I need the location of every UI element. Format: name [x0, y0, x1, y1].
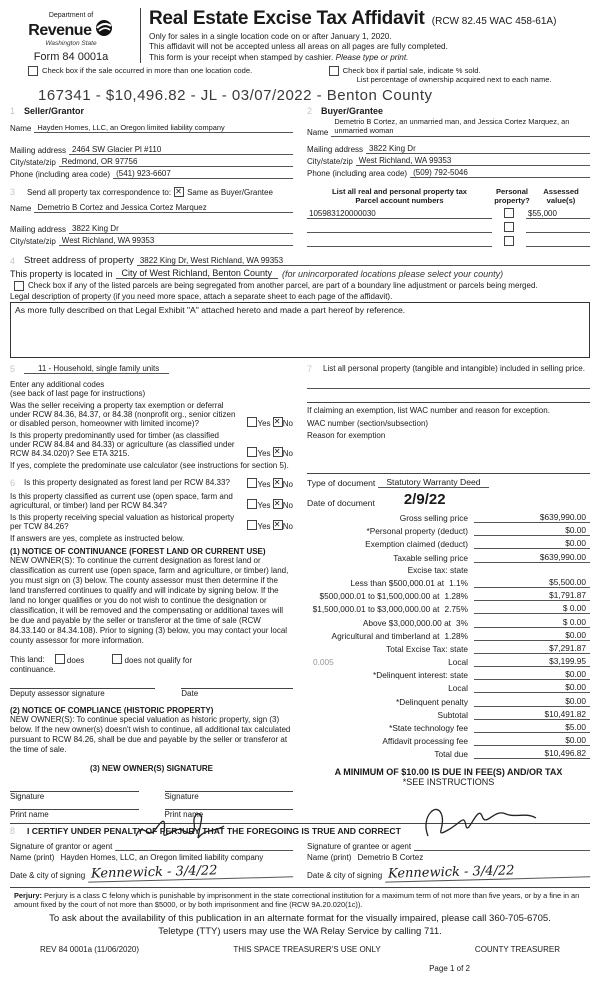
grantor-date-city-field[interactable]: Kennewick - 3/4/22 — [88, 861, 293, 882]
tax-row — [307, 617, 590, 628]
type-of-document-label: Type of document — [307, 478, 376, 488]
personal-property-list-label: List all personal property (tangible and intangible) included in selling price. — [323, 364, 585, 373]
reason-exemption-label: Reason for exemption — [307, 431, 386, 440]
footer-treasurer-space: THIS SPACE TREASURER'S USE ONLY — [233, 944, 381, 954]
tax-row-label: Above $3,000,000.00 at — [362, 617, 451, 628]
assessed-value-field[interactable] — [526, 237, 590, 247]
multi-location-label: Check box if the sale occurred in more than one location code. — [42, 66, 253, 75]
tax-row-label: Taxable selling price — [393, 552, 468, 563]
tax-row-value: $ 0.00 — [474, 617, 590, 628]
current-use-question: Is this property classified as current use (open space, farm and agricultural, or timber) land per RCW 84.34? — [10, 492, 233, 510]
tax-row — [307, 603, 590, 614]
personal-property-checkbox[interactable] — [504, 208, 514, 218]
corr-name-label: Name — [10, 204, 32, 213]
additional-codes-label: Enter any additional codes — [10, 380, 105, 389]
tax-row — [307, 682, 590, 693]
grantor-name-print: Hayden Homes, LLC, an Oregon limited liability company — [60, 853, 264, 862]
tax-row — [307, 748, 590, 759]
seller-mailing-label: Mailing address — [10, 146, 67, 155]
legal-description-label: Legal description of property (if you need more space, attach a separate sheet to each page of the affidavit). — [10, 292, 393, 301]
buyer-mailing-label: Mailing address — [307, 144, 364, 154]
tax-row-label: Subtotal — [437, 709, 468, 720]
land-does-not-checkbox[interactable] — [112, 654, 122, 664]
parcel-row — [307, 222, 590, 233]
predominate-use-note: If yes, complete the predominate use calculator (see instructions for section 5). — [10, 461, 289, 470]
grantee-date-city-label: Date & city of signing — [307, 871, 383, 880]
tax-row-value: $639,990.00 — [474, 552, 590, 563]
tax-row-value: $10,496.82 — [474, 748, 590, 759]
page-title: Real Estate Excise Tax Affidavit — [149, 8, 425, 29]
parcel-number-field[interactable] — [307, 237, 492, 247]
seller-city-field[interactable]: Redmond, OR 97756 — [59, 157, 293, 167]
print-name-label: Print name — [10, 810, 49, 819]
seller-name-label: Name — [10, 124, 32, 133]
section-3-number: 3 — [10, 187, 16, 197]
grantee-sig-label: Signature of grantee or agent — [307, 842, 412, 851]
section-7-number: 7 — [307, 364, 313, 374]
tax-row-label: *Personal property (deduct) — [366, 526, 468, 537]
corr-name-field[interactable]: Demetrio B Cortez and Jessica Cortez Marquez — [34, 203, 293, 213]
tax-row — [307, 643, 590, 654]
multi-location-checkbox[interactable] — [28, 66, 38, 76]
partial-sale-label: Check box if partial sale, indicate % sold. — [342, 66, 481, 75]
additional-codes-note: (see back of last page for instructions) — [10, 389, 146, 398]
buyer-city-field[interactable]: West Richland, WA 99353 — [356, 156, 590, 166]
tax-row-label: Total Excise Tax: state — [386, 643, 468, 654]
tax-row — [307, 735, 590, 746]
tax-row — [307, 565, 590, 575]
tax-row-value: $0.00 — [474, 669, 590, 680]
tax-row-value: $639,990.00 — [474, 512, 590, 523]
tax-row — [307, 709, 590, 720]
tax-row — [307, 590, 590, 601]
percentage-label: List percentage of ownership acquired next to each name. — [356, 75, 552, 84]
forest-yes-checkbox[interactable] — [247, 478, 257, 488]
corr-mailing-label: Mailing address — [10, 225, 67, 234]
parcel-row — [307, 208, 590, 219]
located-in-note: (for unincorporated locations please select your county) — [281, 269, 504, 279]
street-address-field[interactable]: 3822 King Dr, West Richland, WA 99353 — [137, 256, 590, 266]
footer-row — [10, 945, 590, 954]
tax-row-label: $1,500,000.01 to $3,000,000.00 at — [312, 604, 440, 615]
correspondence-label: Send all property tax correspondence to: — [27, 187, 172, 197]
legal-description-text: As more fully described on that Legal Exhibit "A" attached hereto and made a part hereof by reference. — [15, 305, 406, 315]
land-does-checkbox[interactable] — [55, 654, 65, 664]
exemption-no-checkbox[interactable] — [273, 417, 283, 427]
deputy-assessor-label: Deputy assessor signature — [10, 689, 105, 698]
print-name-label: Print name — [164, 810, 204, 819]
tax-row — [307, 696, 590, 707]
forest-no-checkbox[interactable] — [273, 478, 283, 488]
tax-row — [307, 525, 590, 536]
historic-no-checkbox[interactable] — [273, 520, 283, 530]
tax-row-value: $3,199.95 — [474, 656, 590, 667]
certify-statement: I CERTIFY UNDER PENALTY OF PERJURY THAT THE FOREGOING IS TRUE AND CORRECT — [27, 826, 401, 836]
tax-row-value: $0.00 — [474, 682, 590, 693]
located-in-label: This property is located in — [10, 269, 113, 279]
tax-row-label: Total due — [434, 749, 468, 760]
tax-row — [307, 630, 590, 641]
tax-rate: 1.28% — [444, 630, 468, 641]
grantee-name-print-label: Name (print) — [307, 853, 352, 862]
grantor-name-print-label: Name (print) — [10, 853, 55, 862]
forest-land-question: Is this property designated as forest land per RCW 84.33? — [24, 478, 230, 487]
tax-row-value: $5.00 — [474, 722, 590, 733]
tax-row — [307, 538, 590, 549]
tax-row-label: Less than $500,000.01 at — [350, 577, 445, 588]
currentuse-no-checkbox[interactable] — [273, 499, 283, 509]
washington-state-label: Washington State — [45, 40, 97, 47]
parcel-header-line1: List all real and personal property tax — [331, 187, 468, 196]
grantee-signature-icon — [418, 798, 548, 846]
partial-sale-checkbox[interactable] — [329, 66, 339, 76]
tax-table — [307, 512, 590, 759]
tax-row-label: Excise tax: state — [407, 564, 468, 575]
section-2-number: 2 — [307, 106, 313, 116]
tax-row-label: Exemption claimed (deduct) — [365, 539, 468, 550]
tax-row-value: $ 0.00 — [474, 603, 590, 614]
claim-exemption-label: If claiming an exemption, list WAC number and reason for exception. — [307, 406, 550, 415]
revenue-wordmark: Revenue — [28, 22, 92, 39]
tax-row — [307, 577, 590, 588]
form-header — [10, 8, 590, 63]
dept-of-label: Department of — [48, 12, 94, 19]
subtitle-line1: Only for sales in a single location code on or after January 1, 2020. — [149, 32, 392, 41]
section-8-number: 8 — [10, 826, 16, 836]
seller-heading: Seller/Grantor — [24, 106, 85, 116]
date-of-document-label: Date of document — [307, 498, 375, 508]
tax-row-value: $1,791.87 — [474, 590, 590, 601]
corr-mailing-field[interactable]: 3822 King Dr — [69, 224, 293, 234]
personal-property-field[interactable] — [307, 374, 590, 389]
tax-row — [307, 669, 590, 680]
notice2-body: NEW OWNER(S): To continue special valuation as historic property, sign (3) below. If the new owner(s) doesn't wish to continue, all additional tax calculated pursuant to RCW 84.26, shall be due and payable by the seller or transferor at the time of sale. — [10, 715, 291, 754]
tax-row — [307, 722, 590, 733]
notice1-body: NEW OWNER(S): To continue the current designation as forest land or classification as current use (open space, farm and agriculture, or timber) land, you must sign on (3) below. The county assessor must then determine if the land transferred continues to qualify and will indicate by signing below. If the land no longer qualifies or you do not wish to continue the designation or classification, it will be removed and the compensating or additional taxes will be due and payable by the seller or transferor at the time of sale (RCW 84.33.140 or 84.34.108). Prior to signing (3) below, you may contact your local county assessor for more information. — [10, 556, 289, 645]
segregated-label: Check box if any of the listed parcels are being segregated from another parcel, are part of a boundary line adjustment or parcels being merged. — [28, 281, 538, 290]
notice2-title: (2) NOTICE OF COMPLIANCE (HISTORIC PROPERTY) — [10, 706, 214, 715]
grantee-name-print: Demetrio B Cortez — [357, 853, 424, 862]
affidavit-page: Department of Revenue Washington State Form 84 0001a Real Estate Excise Tax Affidavit (RCW 82.45 WAC 458-61A) Only for sales in a single location code on or after January 1, 2020. This affidavit will not be accepted unless all areas on all pages are fully completed. This form is your receipt when stamped by cashier. Please type or print. Check box if the sale occurred in more than one location code. Check box if partial sale, indicate % sold. List percentage of ownership acquired next to each name. 167341 - $10,496.82 - JL - 03/07/2022 - Benton County 1 Seller/Grantor Name Hayden Homes, LLC, an Oregon limited liability company Mailing address 2464 SW Glacier Pl #110 City/state/zip Redmond, OR 97756 Phone (including area code) (541) 923-6607 2 Buyer/Grantee Name Demetrio B Cortez, an unmarried man, and Jessica Cortez Marquez, an unmarried woman Mailing address 3822 King Dr City/state/zip West Richland, WA 99353 Phone (including area code) (509) 792-5046 3 Send all property tax correspondence to: ✕ Same as Buyer/Grantee Name Demetrio B Cortez and Jessica Cortez Marquez Mailing address 3822 King Dr City/state/zip West Richland, WA 99353 List all real and personal property tax Parcel account numbers Personal property? Assessed value(s) 105983120000030 $55,000 4 Street address of property 3822 King Dr, West Richland, WA 99353 This property is located in City of West Richland, Benton County (for unincorporated locations please select your county) Check box if any of the listed parcels are being segregated from another parcel, are part of a boundary line adjustment or parcels being merged. Legal description of property (if you need more space, attach a separate sheet to each page of the affidavit). As more fully described on that Legal Exhibit "A" attached hereto and made a part hereof by reference. 5 11 - Household, single family units Enter any additional codes (see back of last page for instructions) Was the seller receiving a property tax exemption or deferral under RCW 84.36, 84.37, or 84.38 (nonprofit org., senior citizen or disabled person, homeowner with limited income)? Yes ✕ No Is this property predominantly used for timber (as classified under RCW 84.84 and 84.33) or agriculture (as classified under RCW 84.34.020)? See ETA 3215. Yes ✕ No If yes, complete the predominate use calculator (see instructions for section 5). 6 Is this property designated as forest land per RCW 84.33? Yes ✕ No Is this property classified as current use (open space, farm and agricultural, or timber) land per RCW 84.34? Yes ✕ No Is this property receiving special valuation as historical property per TCW 84.26? Yes ✕ No If answers are yes, complete as instructed below. (1) NOTICE OF CONTINUANCE (FOREST LAND OR CURRENT USE) NEW OWNER(S): To continue the current designation as forest land or classification as current use (open space, farm and agriculture, or timber) land, you must sign on (3) below. The county assessor must then determine if the land transferred continues to qualify and will indicate by signing below. If the land no longer qualifies or you do not wish to continue the designation or classification, it will be removed and the compensating or additional taxes will be due and payable by the seller or transferor at the time of sale (RCW 84.33.140 or 84.34.108). Prior to signing (3) below, you may contact your local county assessor for more information. This land: does does not qualify for continuance. Deputy assessor signature Date (2) NOTICE OF COMPLIANCE (HISTORIC PROPERTY) NEW OWNER(S): To continue special valuation as historic property, sign (3) below. If the new owner(s) doesn't wish to continue, all additional tax calculated pursuant to RCW 84.26, shall be due and payable by the seller or transferor at the time of sale. (3) NEW OWNER(S) SIGNATURE Signature Signature Print name Print name 7 List all personal property (tangible and intangible) included in selling price. If claiming an exemption, list WAC number and reason for exception. WAC number (section/subsection) Reason for exemption Type of document Statutory Warranty Deed Date of document 2/9/22 Gross selling price $639,990.00 *Personal property (deduct) $0.00 Exemption claimed (deduct) $0.00 Taxable selling price $639,990.00 Excise tax: state Less than $500,000.01 at 1.1% $5,500.00 $500,000.01 to $1,500,000.00 at 1.28% $1,791.87 $1,500,000.01 to $3,000,000.00 at 2.75% $ 0.00 Above $3,000,000.00 at 3% $ 0.00 Agricultural and timberland at 1.28% $0.00 Total Excise Tax: state $7,291.87 0.005 Local $3,199.95 *Delinquent interest: state $0.00 Local $0.00 *Delinquent penalty $0.00 Subtotal $10,491.82 *State technology fee $5.00 Affidavit processing fee $0.00 Total due $10,496.82 A MINIMUM OF $10.00 IS DUE IN FEE(S) AND/OR TAX *SEE INSTRUCTIONS 8 I CERTIFY UNDER PENALTY OF PERJURY THAT THE FOREGOING IS TRUE AND CORRECT Signature of grantor or agent Name (print) Hayden Homes, LLC, an Oregon limited liability company Date & city of signing Kennewick - 3/4/22 Signature of grantee or agent Name (print) Demetrio B Cortez Date & city of signing Kennewick - 3/4/22 Perjury: Perjury is a class C felony which is punishable by imprisonment in the state correctional institution for a maximum term of not more than five years, or by a fine in an amount fixed by the court of not more than $5000, or by both imprisonment and fine (RCW 9A.20.020(1c)). To ask about the availability of this publication in an alternate format for the visually impaired, please call 360-705-6705. Teletype (TTY) users may use the WA Relay Service by calling 711. REV 84 0001a (11/06/2020) THIS SPACE TREASURER'S USE ONLY COUNTY TREASURER Page 1 of 2 — [0, 0, 600, 988]
revenue-logo — [10, 8, 132, 63]
if-yes-note: If answers are yes, complete as instructed below. — [10, 534, 185, 543]
exemption-yes-checkbox[interactable] — [247, 417, 257, 427]
minimum-due-note: A MINIMUM OF $10.00 IS DUE IN FEE(S) AND/OR TAX — [334, 767, 563, 778]
historic-yes-checkbox[interactable] — [247, 520, 257, 530]
parcel-header-line2: Parcel account numbers — [355, 196, 444, 205]
tax-row-value: $0.00 — [474, 696, 590, 707]
section-6-number: 6 — [10, 478, 16, 488]
section-1-number: 1 — [10, 106, 16, 116]
timber-question: Is this property predominantly used for timber (as classified under RCW 84.84 and 84.33) or agriculture (as classified under RCW 84.34.020)? See ETA 3215. — [10, 431, 235, 458]
this-land-label: This land: — [10, 655, 45, 664]
tax-row-label: *State technology fee — [389, 723, 468, 733]
grantor-sig-label: Signature of grantor or agent — [10, 842, 113, 851]
street-address-label: Street address of property — [24, 255, 134, 266]
parcel-number-field[interactable]: 105983120000030 — [307, 209, 492, 219]
subtitle-line2: This affidavit will not be accepted unless all areas on all pages are fully completed. — [149, 42, 448, 52]
grantor-signature-icon — [128, 808, 238, 846]
buyer-city-label: City/state/zip — [307, 156, 353, 166]
tax-rate: 2.75% — [444, 604, 468, 615]
historic-question: Is this property receiving special valuation as historical property per TCW 84.26? — [10, 513, 235, 531]
tax-row-value: $0.00 — [474, 735, 590, 746]
subtitle-line3: This form is your receipt when stamped by cashier. Please type or print. — [149, 52, 409, 62]
signature-label: Signature — [164, 792, 199, 801]
tax-row-label: Local — [448, 657, 468, 668]
see-instructions-note: *SEE INSTRUCTIONS — [402, 777, 495, 788]
footer-rev: REV 84 0001a (11/06/2020) — [40, 944, 140, 954]
tax-row-label: *Delinquent interest: state — [372, 670, 468, 681]
continuance-label: continuance. — [10, 665, 56, 674]
tax-row-label: *Delinquent penalty — [396, 696, 468, 707]
deputy-date-label: Date — [181, 689, 199, 698]
tax-row — [307, 552, 590, 563]
header-divider — [140, 8, 141, 63]
new-owner-signature-title: (3) NEW OWNER(S) SIGNATURE — [90, 764, 213, 773]
grantee-date-city-field[interactable]: Kennewick - 3/4/22 — [385, 861, 590, 882]
segregated-checkbox[interactable] — [14, 281, 24, 291]
notice1-title: (1) NOTICE OF CONTINUANCE (FOREST LAND OR CURRENT USE) — [10, 547, 266, 556]
corr-city-field[interactable]: West Richland, WA 99353 — [59, 236, 293, 246]
tax-row — [307, 656, 590, 667]
corr-city-label: City/state/zip — [10, 237, 56, 246]
certification-section — [10, 823, 590, 882]
wac-number-label: WAC number (section/subsection) — [307, 419, 429, 428]
accessibility-note: To ask about the availability of this publication in an alternate format for the visually impaired, please call 360-705-6705. Teletype (TTY) users may use the WA Relay Service by calling 711. — [49, 913, 551, 937]
footer-county-treasurer: COUNTY TREASURER — [474, 944, 560, 954]
signature-label: Signature — [10, 792, 45, 801]
located-in-field[interactable]: City of West Richland, Benton County — [116, 268, 278, 279]
tax-row-value: $0.00 — [474, 538, 590, 549]
form-number: Form 84 0001a — [33, 51, 109, 63]
tax-rate: 1.28% — [444, 591, 468, 602]
tax-row-value: $7,291.87 — [474, 643, 590, 654]
personal-property-checkbox[interactable] — [504, 236, 514, 246]
date-of-document-field[interactable]: 2/9/22 — [403, 491, 446, 508]
tax-row-value: $5,500.00 — [474, 577, 590, 588]
buyer-phone-label: Phone (including area code) — [307, 168, 408, 178]
assessed-value-field[interactable] — [526, 223, 590, 233]
buyer-heading: Buyer/Grantee — [321, 106, 384, 116]
currentuse-yes-checkbox[interactable] — [247, 499, 257, 509]
parcel-table-header: List all real and personal property tax Parcel account numbers Personal property? Assessed value(s) — [307, 187, 590, 205]
type-of-document-field[interactable]: Statutory Warranty Deed — [378, 477, 488, 488]
seller-name-field[interactable]: Hayden Homes, LLC, an Oregon limited liability company — [34, 123, 293, 133]
use-code-field[interactable]: 11 - Household, single family units — [24, 364, 169, 374]
page-number: Page 1 of 2 — [429, 963, 470, 973]
tax-row-value: $0.00 — [474, 630, 590, 641]
revenue-swoosh-icon — [94, 19, 114, 37]
tax-row-label: Agricultural and timberland at — [331, 630, 440, 641]
timber-no-checkbox[interactable] — [273, 447, 283, 457]
same-as-buyer-label: Same as Buyer/Grantee — [187, 187, 273, 197]
grantor-date-city-label: Date & city of signing — [10, 871, 86, 880]
section-4-number: 4 — [10, 256, 16, 266]
buyer-name-label: Name — [307, 127, 329, 137]
parcel-number-field[interactable] — [307, 223, 492, 233]
legal-description-box[interactable] — [10, 302, 590, 358]
perjury-note: Perjury: Perjury is a class C felony which is punishable by imprisonment in the state correctional institution for a maximum term of not more than five years, or by a fine in an amount fixed by the court of not more than $5000, or by both imprisonment and fine (RCW 9A.20.020(1c)). — [10, 887, 590, 909]
buyer-mailing-field[interactable]: 3822 King Dr — [366, 144, 590, 154]
treasurer-stamp: 167341 - $10,496.82 - JL - 03/07/2022 - Benton County — [38, 87, 433, 104]
tax-rate: 3% — [456, 617, 468, 628]
tax-row-label: Local — [448, 683, 468, 694]
section-5-number: 5 — [10, 364, 16, 374]
tax-row-label: Affidavit processing fee — [382, 736, 468, 747]
tax-row-value: $10,491.82 — [474, 709, 590, 720]
local-rate-prefix: 0.005 — [313, 657, 334, 668]
tax-row-label: Gross selling price — [399, 513, 468, 523]
seller-mailing-field[interactable]: 2464 SW Glacier Pl #110 — [69, 145, 293, 155]
seller-phone-field[interactable]: (541) 923-6607 — [113, 169, 293, 179]
rcw-code: (RCW 82.45 WAC 458-61A) — [431, 16, 557, 27]
parcel-row — [307, 236, 590, 247]
buyer-phone-field[interactable]: (509) 792-5046 — [410, 168, 590, 178]
same-as-buyer-checkbox[interactable] — [174, 187, 184, 197]
seller-city-label: City/state/zip — [10, 158, 56, 167]
tax-row-label: $500,000.01 to $1,500,000.00 at — [319, 591, 440, 602]
tax-row-value: $0.00 — [474, 525, 590, 536]
personal-property-checkbox[interactable] — [504, 222, 514, 232]
seller-phone-label: Phone (including area code) — [10, 170, 111, 179]
assessed-value-field[interactable]: $55,000 — [526, 209, 590, 219]
timber-yes-checkbox[interactable] — [247, 447, 257, 457]
tax-rate: 1.1% — [449, 577, 468, 588]
tax-row — [307, 512, 590, 523]
buyer-name-field[interactable]: Demetrio B Cortez, an unmarried man, and Jessica Cortez Marquez, an unmarried woman — [331, 118, 590, 137]
exemption-question: Was the seller receiving a property tax exemption or deferral under RCW 84.36, 84.37, or 84.38 (nonprofit org., senior citizen or disabled person, homeowner with limited income)? — [10, 401, 236, 428]
